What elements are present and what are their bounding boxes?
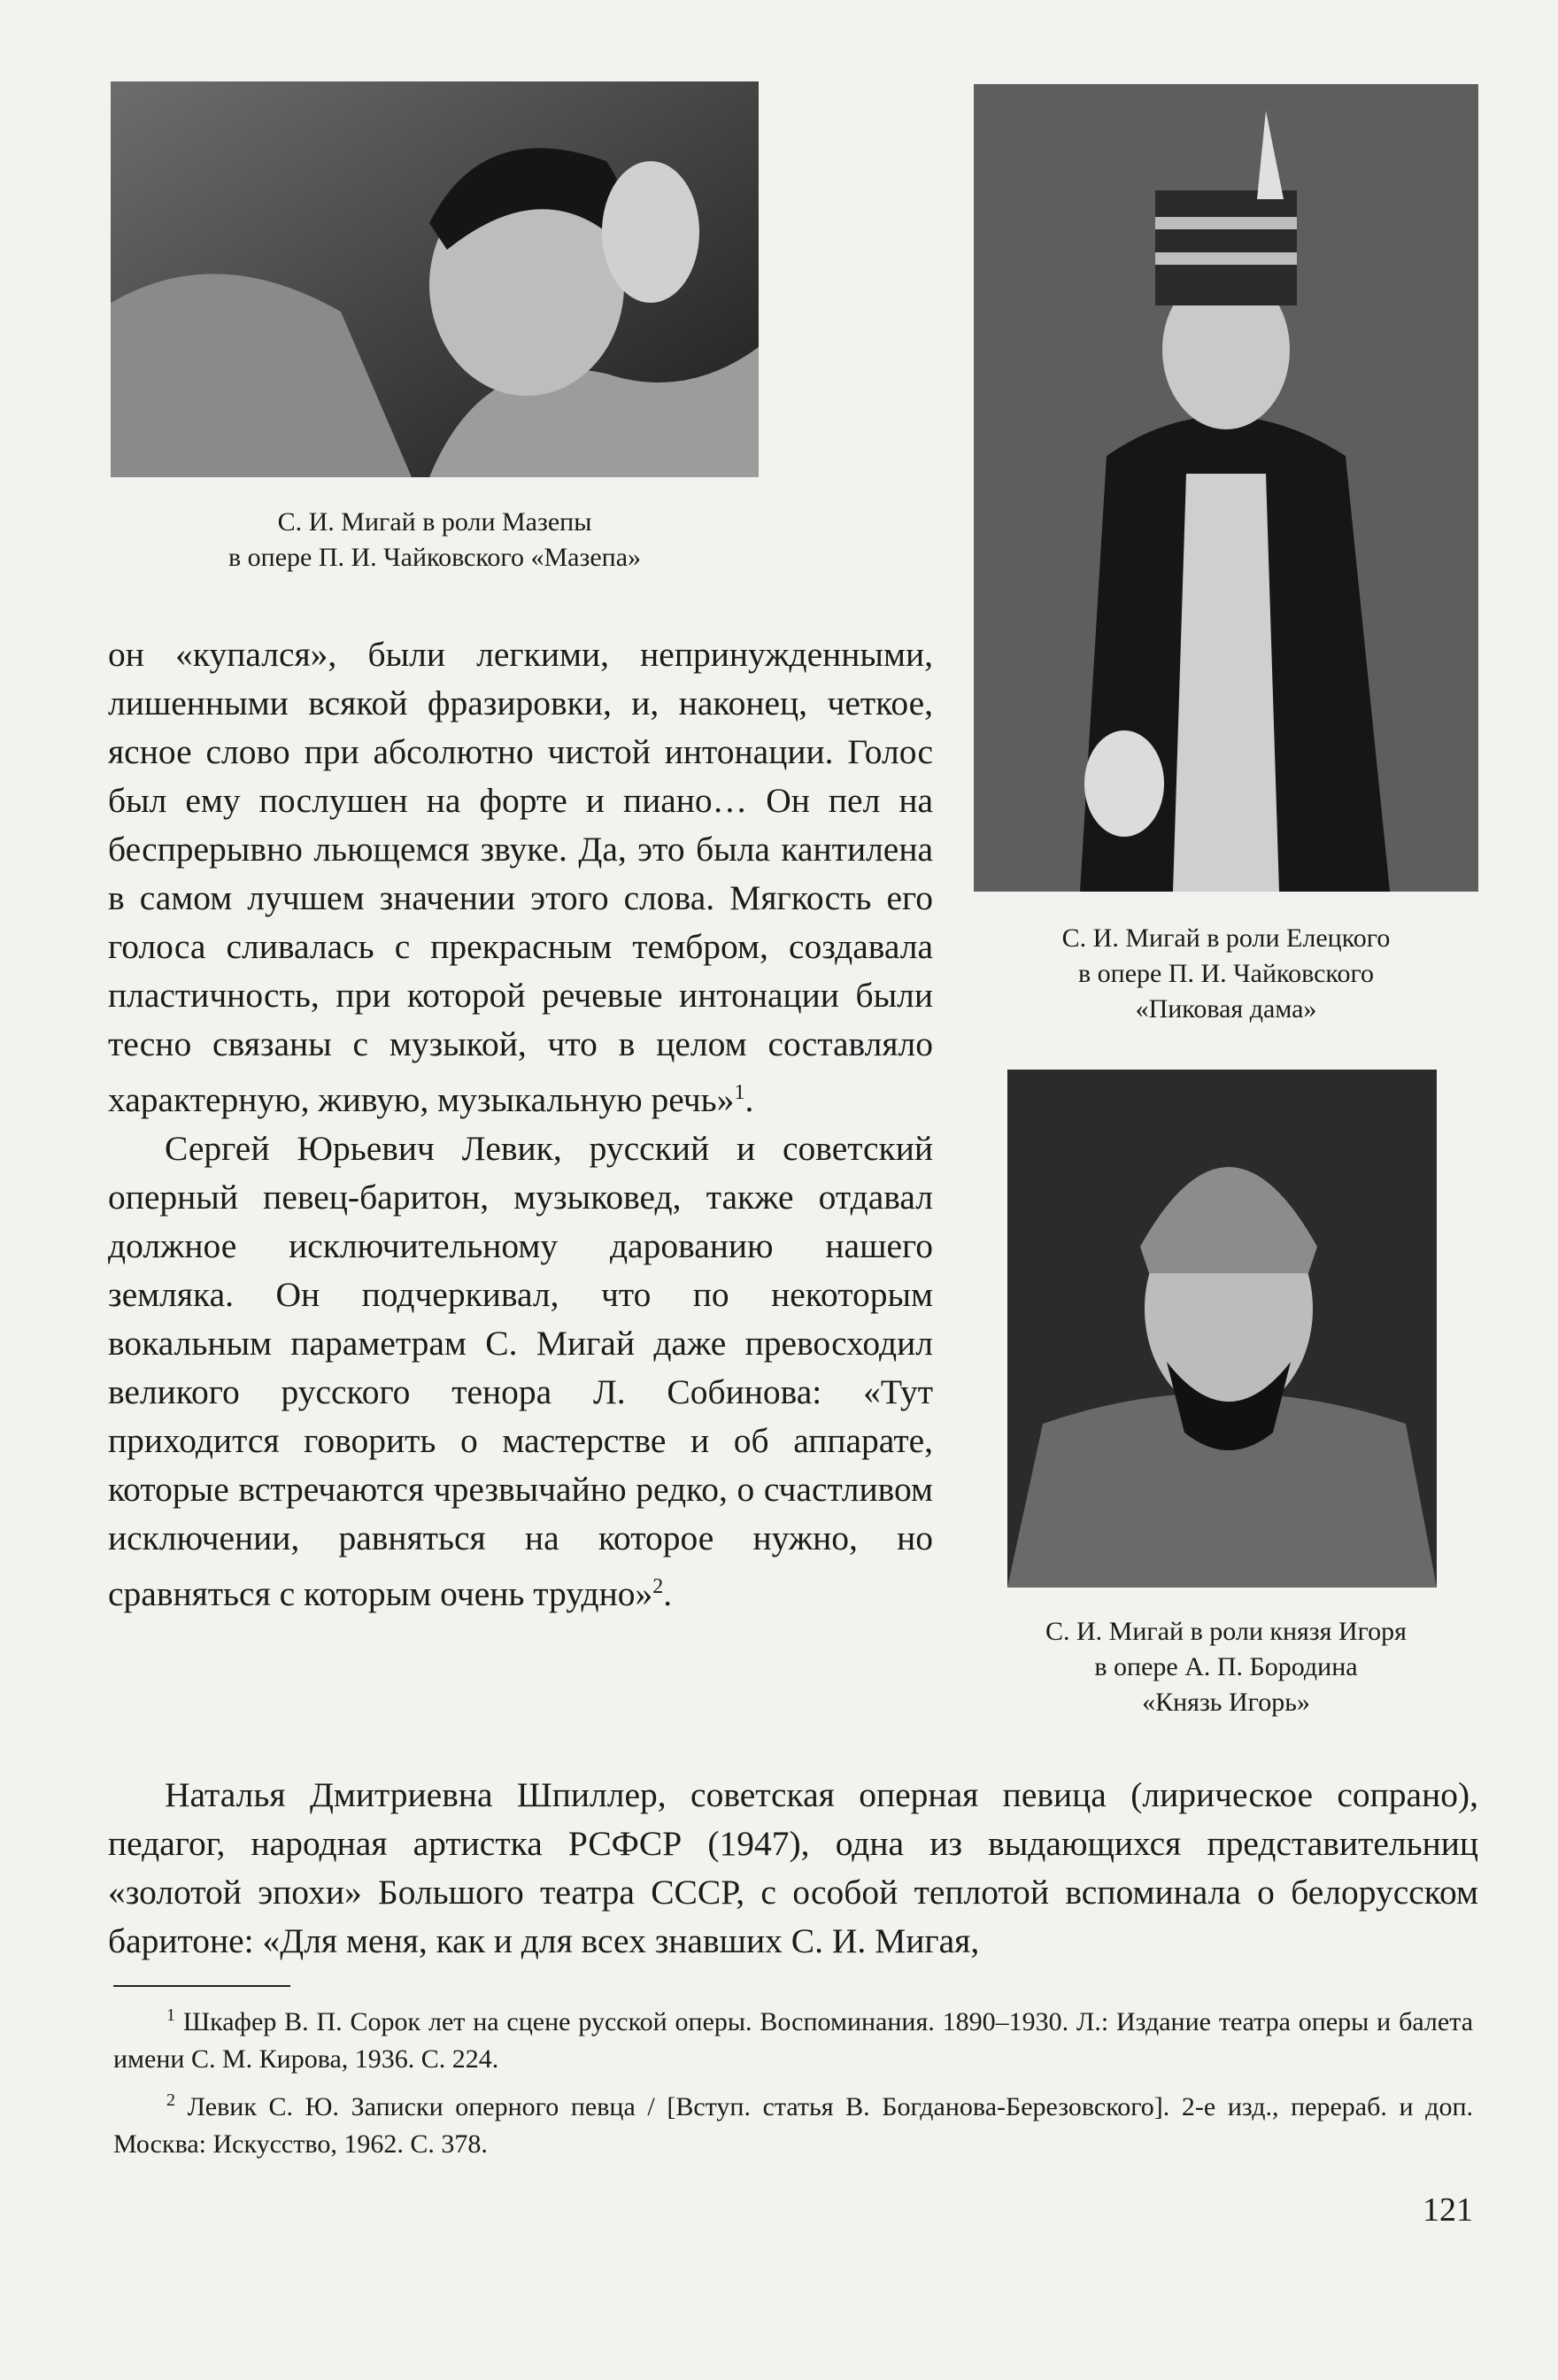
- photo-yeletsky: [974, 84, 1478, 892]
- footnote-divider: [113, 1985, 290, 1987]
- paragraph-1: он «купался», были легкими, непринужденными, лишенными всякой фразировки, и, наконец, четкое, ясное слово при абсолютно чистой интонации. Голос был ему послушен на форте и пиано… Он пел на беспрерывно льющемся звуке. Да, это была кантилена в самом лучшем значении этого слова. Мягкость его голоса сливалась с прекрасным тембром, создавала пластичность, при которой речевые интонации были тесно связаны с музыкой, что в целом составляло характерную, живую, музыкальную речь»$^1$.: [108, 635, 933, 1120]
- paragraph-3: Наталья Дмитриевна Шпиллер, советская оперная певица (лирическое сопрано), педагог, народная артистка РСФСР (1947), одна из выдающихся представительниц «золотой эпохи» Большого театра СССР, с особой теплотой вспоминала о белорусском баритоне: «Для меня, как и для всех знавших С. И. Мигая,: [108, 1775, 1478, 1960]
- caption-igor: [974, 1614, 1478, 1720]
- footnote-1-number: 1: [166, 2005, 175, 2025]
- caption-yeletsky-line3: «Пиковая дама»: [1135, 994, 1317, 1024]
- paragraph-1-text: он «купался», были легкими, непринужденными, лишенными всякой фразировки, и, наконец, четкое, ясное слово при абсолютно чистой интонации. Голос был ему послушен на форте и пиано… Он пел на беспрерывно льющемся звуке. Да, это была кантилена в самом лучшем значении этого слова. Мягкость его голоса сливалась с прекрасным тембром, создавала пластичность, при которой речевые интонации были тесно связаны с музыкой, что в целом составляло характерную, живую, музыкальную речь»: [108, 635, 933, 1120]
- full-width-text: [108, 1771, 1478, 1966]
- main-column-text: [108, 630, 933, 1619]
- photo-igor: [1007, 1070, 1437, 1588]
- footnotes: [113, 1997, 1473, 2167]
- caption-mazepa-line2: в опере П. И. Чайковского «Мазепа»: [228, 543, 642, 572]
- caption-mazepa: [111, 505, 759, 576]
- caption-mazepa-line1: С. И. Мигай в роли Мазепы: [277, 507, 592, 537]
- footnote-1: [113, 1997, 1473, 2078]
- caption-igor-line3: «Князь Игорь»: [1142, 1688, 1310, 1717]
- caption-igor-line1: С. И. Мигай в роли князя Игоря: [1045, 1617, 1407, 1646]
- paragraph-2: Сергей Юрьевич Левик, русский и советский оперный певец-баритон, музыковед, также отдавал должное исключительному дарованию нашего земляка. Он подчеркивал, что по некоторым вокальным параметрам С. Мигай даже превосходил великого русского тенора Л. Собинова: «Тут приходится говорить о мастерстве и об аппарате, которые встречаются чрезвычайно редко, о счастливом исключении, равняться на которое нужно, но сравняться с которым очень трудно»$^2$.: [108, 1129, 933, 1614]
- caption-yeletsky: [974, 921, 1478, 1027]
- caption-yeletsky-line2: в опере П. И. Чайковского: [1077, 959, 1374, 988]
- paragraph-2-text: Сергей Юрьевич Левик, русский и советский оперный певец-баритон, музыковед, также отдавал должное исключительному дарованию нашего земляка. Он подчеркивал, что по некоторым вокальным параметрам С. Мигай даже превосходил великого русского тенора Л. Собинова: «Тут приходится говорить о мастерстве и об аппарате, которые встречаются чрезвычайно редко, о счастливом исключении, равняться на которое нужно, но сравняться с которым очень трудно»: [108, 1129, 933, 1614]
- footnote-1-text: Шкафер В. П. Сорок лет на сцене русской оперы. Воспоминания. 1890–1930. Л.: Издание театра оперы и балета имени С. М. Кирова, 1936. С. 224.: [113, 2007, 1474, 2074]
- page-number: 121: [1423, 2191, 1473, 2229]
- footnote-2: [113, 2082, 1473, 2163]
- footnote-2-number: 2: [166, 2090, 175, 2110]
- footnote-2-text: Левик С. Ю. Записки оперного певца / [Вступ. статья В. Богданова-Березовского]. 2-е изд., перераб. и доп. Москва: Искусство, 1962. С. 378.: [113, 2092, 1474, 2159]
- footnote-ref-1: 1: [734, 1081, 745, 1104]
- yeletsky-portrait-image: [974, 84, 1478, 892]
- caption-igor-line2: в опере А. П. Бородина: [1094, 1652, 1358, 1681]
- photo-mazepa: [111, 81, 759, 477]
- caption-yeletsky-line1: С. И. Мигай в роли Елецкого: [1061, 923, 1391, 953]
- mazepa-portrait-image: [111, 81, 759, 477]
- footnote-ref-2: 2: [652, 1575, 664, 1599]
- igor-portrait-image: [1007, 1070, 1437, 1588]
